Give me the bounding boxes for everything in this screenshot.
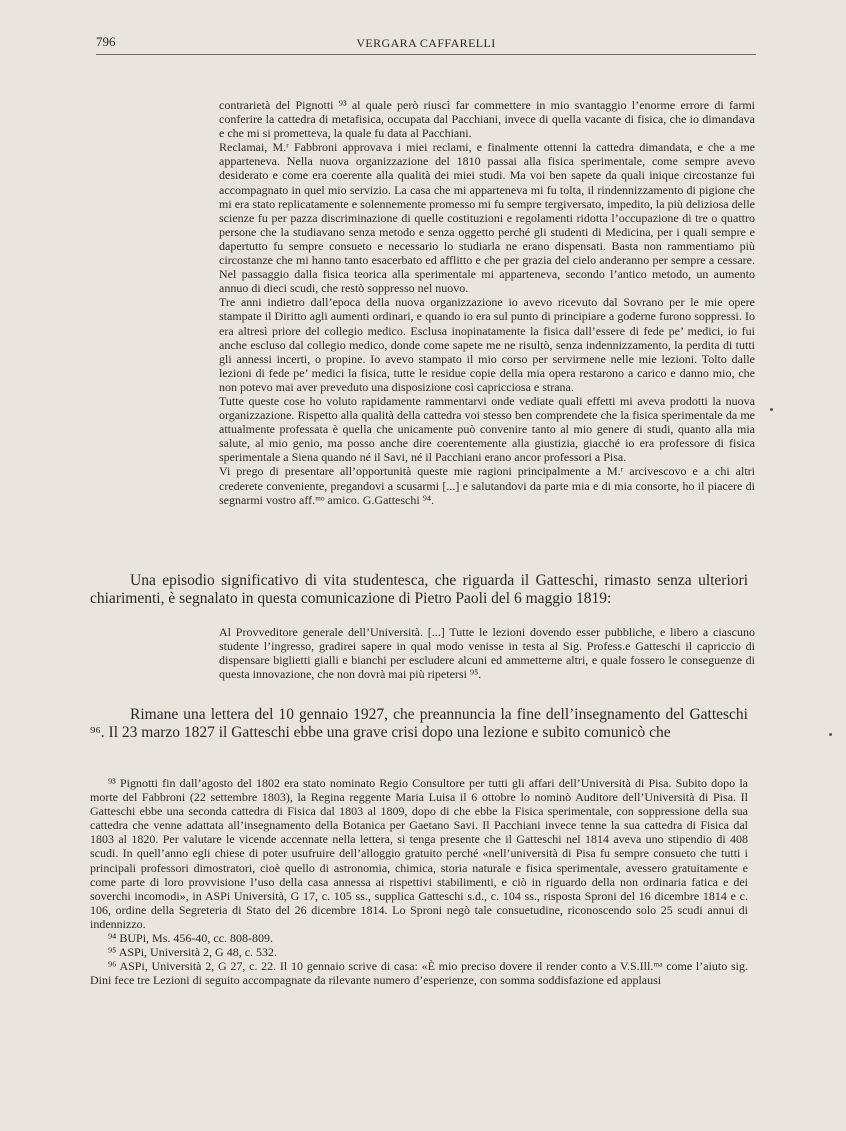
- quote-paragraph: Tutte queste cose ho voluto rapidamente rammentarvi onde vediate quali effetti mi aveva prodotti la nuova organizzazione. Rispetto alla qualità della cattedra voi stesso ben comprendete che la fisica sperimentale da me attualmente professata è quella che unicamente può convenire tanto al mio genere di studi, quanto alla mia salute, al mio genio, ma posso anche dire coerentemente alla giustizia, giacché io era professore di fisica sperimentale a Siena quando né il Savi, né il Pacchiani erano ancor professori a Pisa.: [219, 393, 755, 465]
- block-quote-paoli: [219, 625, 755, 681]
- body-paragraph-episode: [90, 572, 748, 608]
- running-head-title: VERGARA CAFFARELLI: [356, 36, 496, 50]
- quote-paragraph: Al Provveditore generale dell’Università. [...] Tutte le lezioni dovendo esser pubbliche, e libero a ciascuno studente l’ingresso, gradirei sapere in qual modo venisse in testa al Sig. Profess.e Gatteschi il capriccio di dispensare biglietti gialli e bianchi per escludere alcuni ed ammetterne altri, e quale fossero le conseguenze di questa innovazione, che non dovrà mai più ripetersi ⁹⁵.: [219, 625, 755, 682]
- page-number: 796: [96, 34, 116, 49]
- quote-paragraph: Tre anni indietro dall’epoca della nuova organizzazione io avevo ricevuto dal Sovrano per le mie opere stampate il Diritto agli aumenti ordinari, e quando io era sul punto di principiare a goderne furono soppressi. Io era altresì priore del collegio medico. Esclusa inopinatamente la fisica dall’essere di fede pe’ medici, io fui anche escluso dal collegio medico, donde come sapete me ne risultò, senza indennizzamento, la perdita di tutti gli annessi incerti, o propine. Io avevo stampato il mio corso per servirmene nelle mie lezioni. Tolto dalle lezioni di fede pe’ medici la fisica, tutte le residue copie della mia opera restarono a carico e danno mio, che non potevo mai aver preveduto una disposizione così capricciosa e strana.: [219, 295, 755, 394]
- footnote-93: ⁹³ Pignotti fin dall’agosto del 1802 era stato nominato Regio Consultore per tutti gli affari dell’Università di Pisa. Subito dopo la morte del Fabbroni (22 settembre 1803), la Regina reggente Maria Luisa il 6 ottobre lo nominò Auditore dell’Università di Pisa. Il Gatteschi ebbe una seconda cattedra di Fisica dal 1803 al 1809, dopo di che ebbe la Fisica sperimentale, con soppressione della sua cattedra che venne adattata all’insegnamento della Botanica per Gaetano Savi. Il Pacchiani invece tenne la sua cattedra di Fisica dal 1803 al 1820. Per valutare le vicende accennate nella lettera, si tenga presente che il Gatteschi nel 1814 aveva uno stipendio di 408 scudi. In quell’anno egli chiese di poter usufruire dell’alloggio gratuito perché «nell’università di Pisa fu sempre consueto che tutti i principali professori dimostratori, cioè quello di astronomia, chimica, storia naturale e fisica sperimentale, avessero gratuitamente e come parte di loro provvisione l’uso della casa annessa ai rispettivi stabilimenti, e ciò in riguardo della non ordinaria fatica e dei soverchi incomodi», in ASPi Università, G 17, c. 105 ss., supplica Gatteschi s.d., c. 104 ss., risposta Sproni del 16 dicembre 1814 e c. 106, ordine della Segreteria di Stato del 26 dicembre 1814. Lo Sproni negò tale consuetudine, riconoscendo solo 25 scudi annui di indennizzo.: [90, 776, 748, 931]
- body-paragraph: Rimane una lettera del 10 gennaio 1927, che preannuncia la fine dell’insegnamento del Gatteschi ⁹⁶. Il 23 marzo 1827 il Gatteschi ebbe una grave crisi dopo una lezione e subito comunicò che: [90, 706, 748, 741]
- footnote-96: ⁹⁶ ASPi, Università 2, G 27, c. 22. Il 10 gennaio scrive di casa: «È mio preciso dovere il render conto a V.S.Ill.ᵐᵃ come l’aiuto sig. Dini fece tre Lezioni di seguito accompagnate da rilevante numero d’esperienze, con somma soddisfazione ed applausi: [90, 959, 748, 988]
- footnote-95: ⁹⁵ ASPi, Università 2, G 48, c. 532.: [108, 945, 278, 960]
- scan-speck: [829, 733, 832, 736]
- quote-paragraph: Vi prego di presentare all’opportunità queste mie ragioni principalmente a M.ʳ arcivescovo e a chi altri crederete conveniente, pregandovi a scusarmi [...] e salutandovi da parte mia e di mia consorte, ho il piacere di segnarmi vostro aff.ᵐᵒ amico. G.Gatteschi ⁹⁴.: [219, 464, 755, 507]
- footnote-94: ⁹⁴ BUPi, Ms. 456-40, cc. 808-809.: [108, 931, 274, 946]
- scan-speck: [770, 408, 773, 411]
- body-paragraph: Una episodio significativo di vita studentesca, che riguarda il Gatteschi, rimasto senza ulteriori chiarimenti, è segnalato in questa comunicazione di Pietro Paoli del 6 maggio 1819:: [90, 572, 748, 607]
- running-header: [96, 34, 756, 55]
- block-quote-letter: [219, 98, 755, 507]
- quote-paragraph: contrarietà del Pignotti ⁹³ al quale però riuscì far commettere in mio svantaggio l’enorme errore di farmi conferire la cattedra di metafisica, occupata dal Pacchiani, invece di quella vacante di fisica, che io dimandava e che mi si prometteva, la quale fu data al Pacchiani.: [219, 98, 755, 141]
- body-paragraph-letter-1927: [90, 706, 748, 742]
- footnotes: [90, 776, 748, 987]
- quote-paragraph: Reclamai, M.ʳ Fabbroni approvava i miei reclami, e finalmente ottenni la cattedra dimandata, e che a me apparteneva. Nella nuova organizzazione del 1810 passai alla fisica sperimentale, come sempre avevo desiderato e come era coerente alla qualità dei miei studi. Ma voi ben sapete da quali inique circostanze fui accompagnato in quel mio servizio. La casa che mi apparteneva mi fu tolta, il rindennizzamento di pigione che mi era stato replicatamente e solennemente promesso mi fu sempre tergiversato, impedito, la più deliziosa delle scienze fu per pazza discriminazione di quelle costituzioni e regolamenti ridotta l’occupazione di tre o quattro persone che la studiavano senza metodo e senza oggetto perché gli studenti di Medicina, per i quali sempre e dapertutto fu sempre consueto e necessario lo studiarla ne erano dispensati. Basta non rammentiamo più circostanze che mi hanno tanto esacerbato ed afflitto e che per grazia del cielo anderanno per sempre a cessare. Nel passaggio dalla fisica teorica alla sperimentale mi apparteneva, secondo l’antico metodo, un aumento annuo di dieci scudi, che restò soppresso nel nuovo.: [219, 140, 755, 296]
